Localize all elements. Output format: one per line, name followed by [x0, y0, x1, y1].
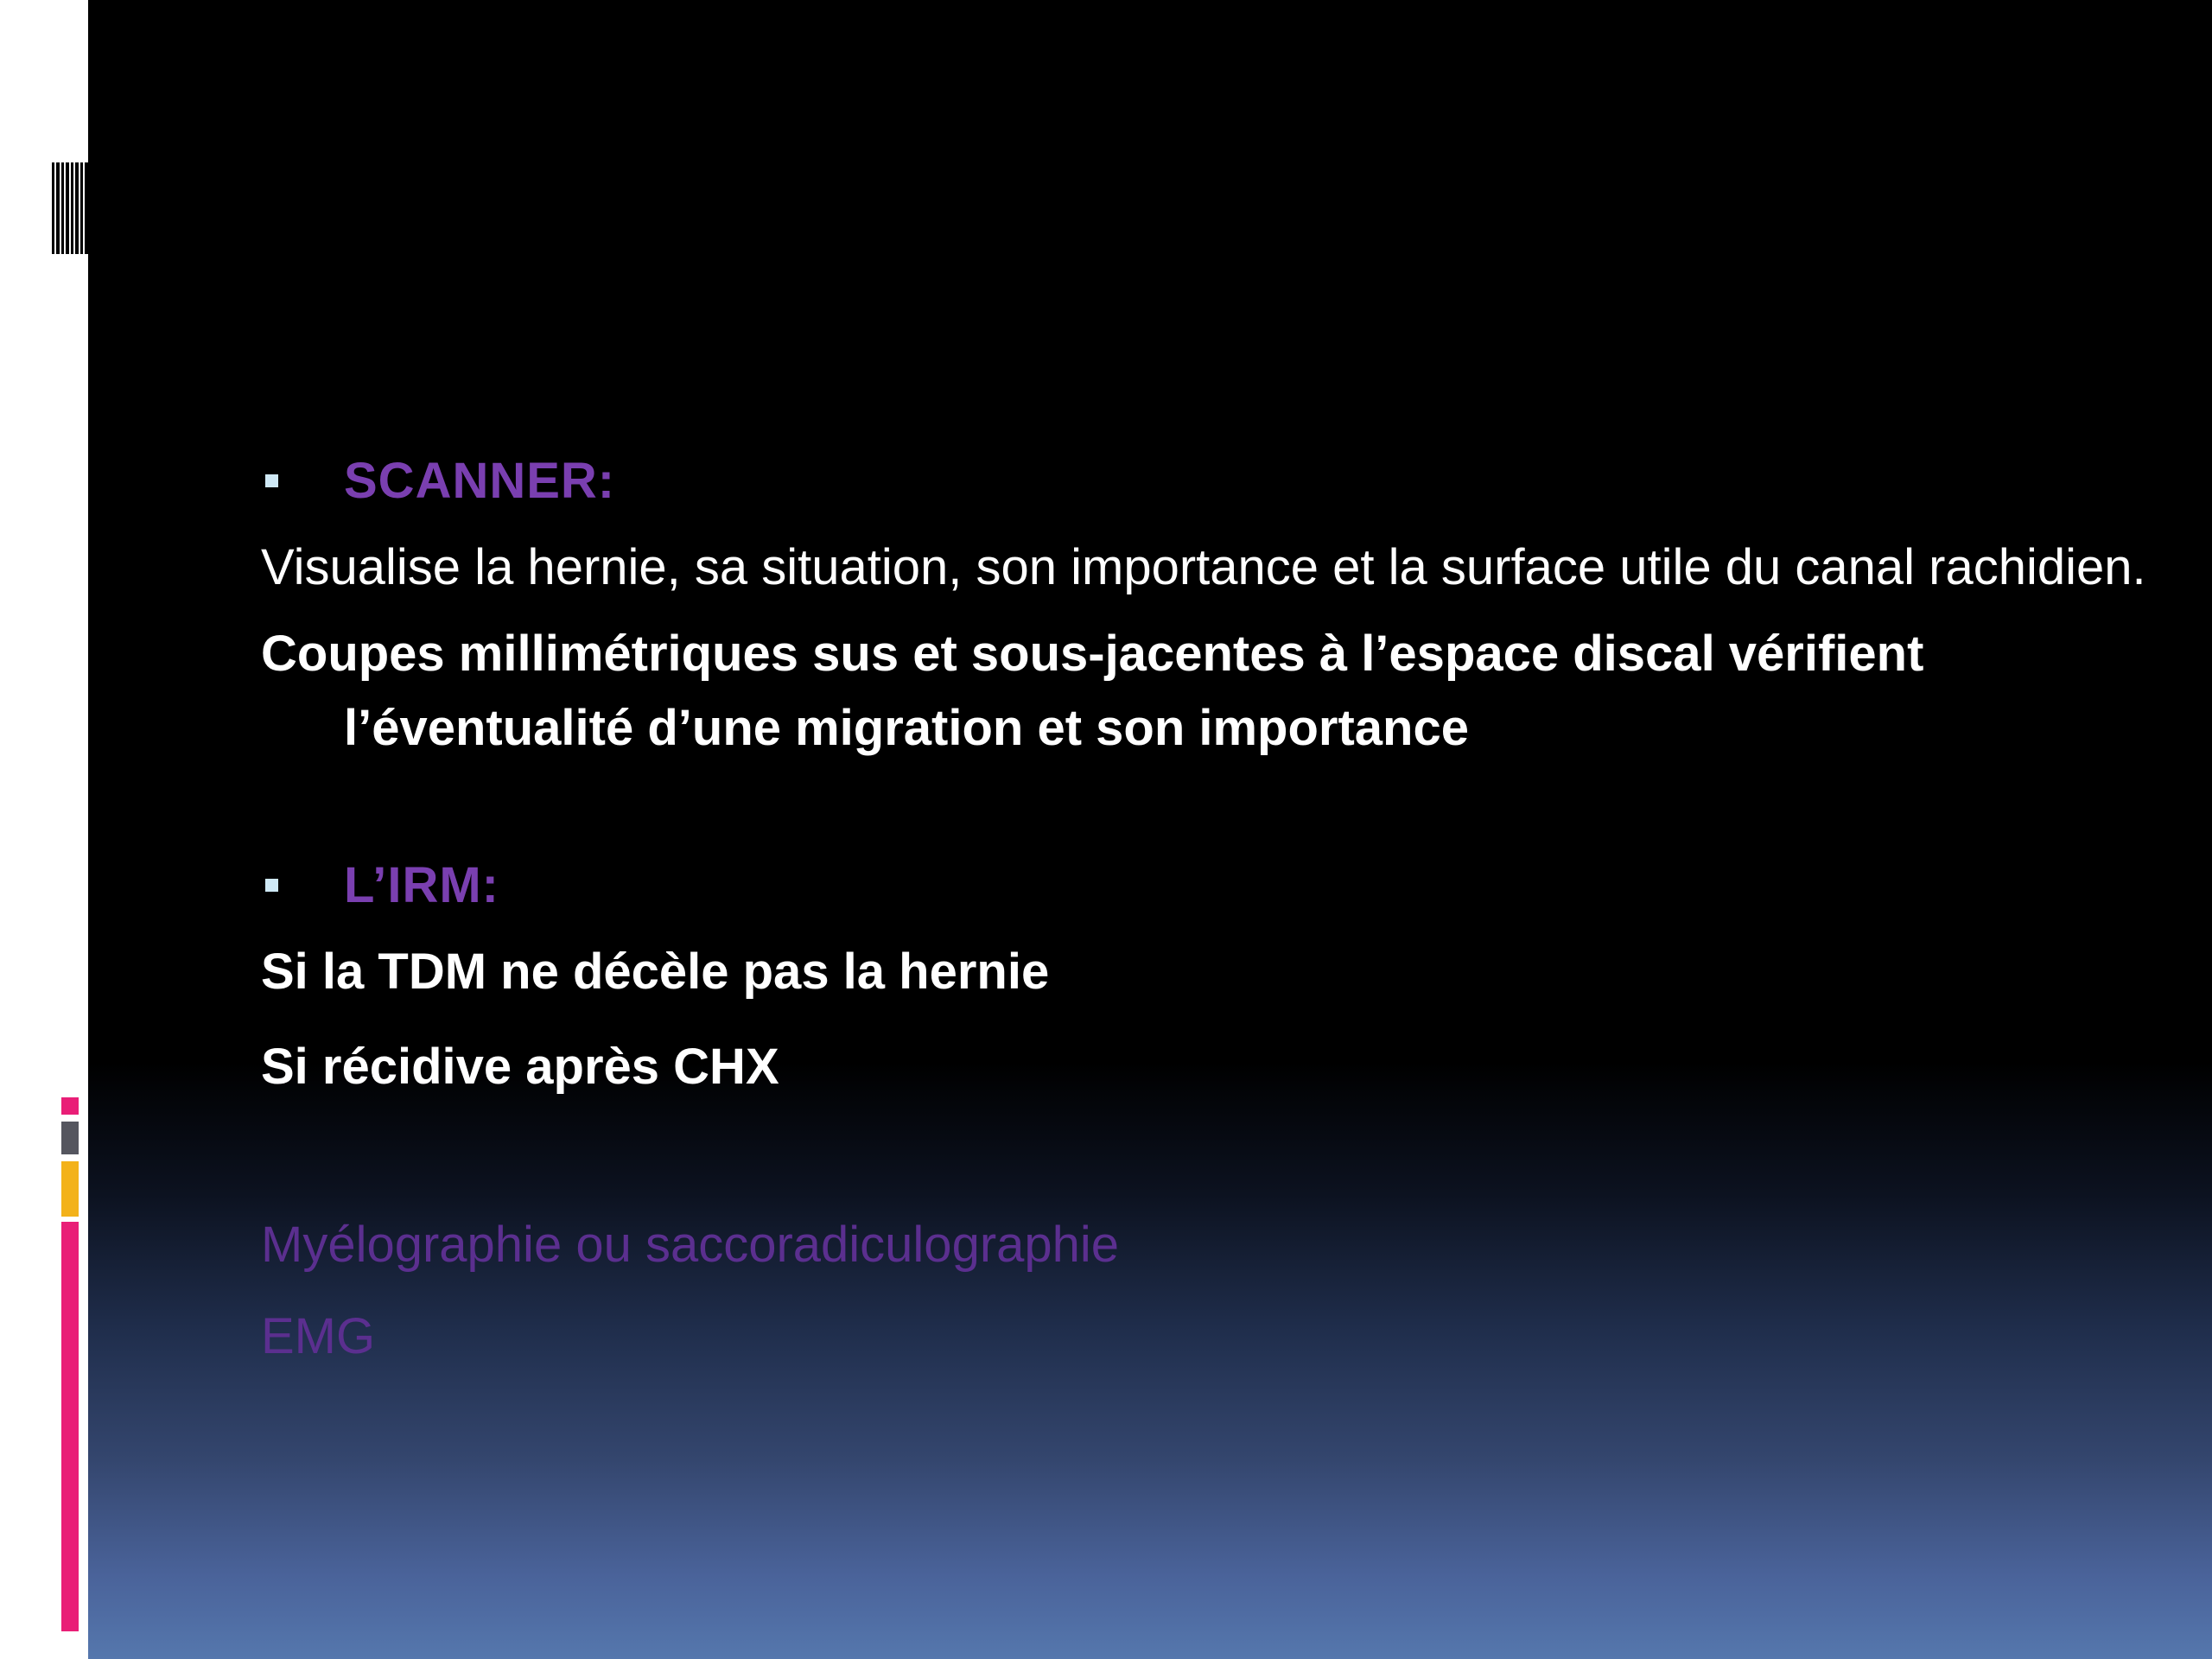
irm-line-1: Si la TDM ne décèle pas la hernie	[261, 944, 1050, 1000]
accent-bar-gray	[61, 1122, 79, 1154]
slide	[88, 0, 2212, 1659]
square-bullet-icon	[265, 474, 278, 487]
spacer	[261, 778, 2188, 843]
square-bullet-icon	[265, 879, 278, 892]
heading-text: SCANNER:	[344, 452, 616, 509]
scanner-paragraph-1: Visualise la hernie, sa situation, son importance et la surface utile du canal rachidien.	[261, 539, 2146, 595]
irm-line-2: Si récidive après CHX	[261, 1039, 779, 1095]
scanner-paragraph-2: Coupes millimétriques sus et sous-jacentes à l’espace discal vérifient l’éventualité d’une migration et son importance	[261, 626, 1924, 756]
barcode-decoration	[52, 162, 88, 254]
heading-text: L’IRM:	[344, 856, 499, 913]
slide-content	[261, 439, 2188, 1391]
accent-bar-pink-long	[61, 1222, 79, 1631]
section-heading-scanner	[261, 439, 2188, 522]
faint-line-emg: EMG	[261, 1308, 376, 1364]
section-heading-irm	[261, 843, 2188, 926]
accent-bar-yellow	[61, 1161, 79, 1217]
faint-line-myelographie: Myélographie ou saccoradiculographie	[261, 1217, 1120, 1273]
accent-bar-pink-top	[61, 1097, 79, 1115]
spacer	[261, 1125, 2188, 1199]
